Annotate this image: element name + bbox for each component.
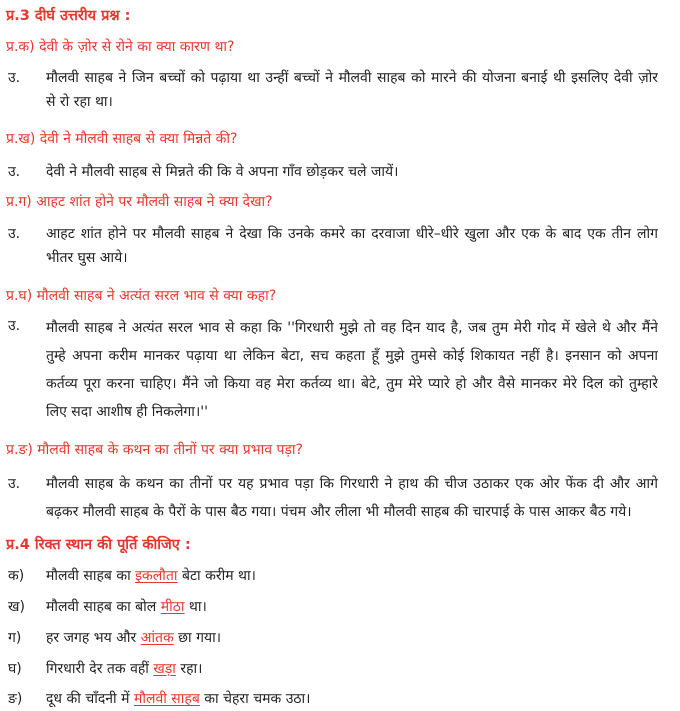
blank-answer: खड़ा xyxy=(153,661,176,677)
section4-heading: प्र.4 रिक्त स्थान की पूर्ति कीजिए : xyxy=(6,537,191,553)
blank-marker: घ) xyxy=(8,661,22,677)
question-kha: प्र.ख) देवी ने मौलवी साहब से क्या मिन्नते की? xyxy=(6,131,238,147)
answer-line: मौलवी साहब ने अत्यंत सरल भाव से कहा कि ''गिरधारी मुझे तो वह दिन याद है, जब तुम मेरी गोद में खेले थे और मैंने xyxy=(46,320,658,336)
answer-line: भीतर घुस आये। xyxy=(46,250,128,266)
blank-marker: क) xyxy=(8,568,25,584)
answer-line: कर्तव्य पूरा करना चाहिए। मैंने जो किया वह मेरा कर्तव्य था। बेटे, तुम मेरे प्यारे हो और वैसे मानकर मेरे दिल को तुम्हारे xyxy=(46,376,658,392)
answer-ga xyxy=(46,222,658,270)
sentence-text: था। xyxy=(184,599,207,615)
answer-ka xyxy=(46,66,658,114)
blank-marker: ङ) xyxy=(8,691,23,707)
question-nga: प्र.ङ) मौलवी साहब के कथन का तीनों पर क्या प्रभाव पड़ा? xyxy=(6,442,303,458)
answer-line: मौलवी साहब के कथन का तीनों पर यह प्रभाव पड़ा कि गिरधारी ने हाथ की चीज उठाकर एक ओर फेंक दी और आगे xyxy=(46,476,658,492)
blank-answer: मीठा xyxy=(160,599,185,615)
answer-marker: उ. xyxy=(8,476,21,492)
blank-sentence xyxy=(46,628,221,648)
sentence-text: गिरधारी देर तक वहीं xyxy=(46,661,154,677)
sentence-text: मौलवी साहब का बोल xyxy=(46,599,161,615)
blank-sentence xyxy=(46,566,256,586)
section3-heading: प्र.3 दीर्घ उत्तरीय प्रश्न : xyxy=(6,8,131,24)
blank-answer: इकलौता xyxy=(135,568,178,584)
question-ga: प्र.ग) आहट शांत होने पर मौलवी साहब ने क्या देखा? xyxy=(6,194,273,210)
sentence-text: बेटा करीम था। xyxy=(177,568,256,584)
question-ka: प्र.क) देवी के ज़ोर से रोने का क्या कारण था? xyxy=(6,39,235,55)
answer-marker: उ. xyxy=(8,70,21,86)
answer-kha xyxy=(46,160,658,184)
answer-line: देवी ने मौलवी साहब से मिन्नते की कि वे अपना गाँव छोड़कर चले जायें। xyxy=(46,164,399,180)
answer-gha xyxy=(46,314,658,426)
sentence-text: मौलवी साहब का xyxy=(46,568,136,584)
answer-line: आहट शांत होने पर मौलवी साहब ने देखा कि उनके कमरे का दरवाजा धीरे–धीरे खुला और एक के बाद एक तीन लोग xyxy=(46,226,658,242)
answer-marker: उ. xyxy=(8,226,21,242)
blank-sentence xyxy=(46,659,202,679)
blank-answer: मौलवी साहब xyxy=(133,691,200,707)
answer-line: बढ़कर मौलवी साहब के पैरों के पास बैठ गया। पंचम और लीला भी मौलवी साहब की चारपाई के पास आकर बैठ गये। xyxy=(46,504,632,520)
answer-line: लिए सदा आशीष ही निकलेगा।'' xyxy=(46,404,208,420)
sentence-text: हर जगह भय और xyxy=(46,630,141,646)
answer-marker: उ. xyxy=(8,164,21,180)
answer-line: तुम्हे अपना करीम मानकर पढ़ाया था लेकिन बेटा, सच कहता हूँ मुझे तुमसे कोई शिकायत नहीं है। इनसान को अपना xyxy=(46,348,658,364)
sentence-text: रहा। xyxy=(175,661,203,677)
sentence-text: का चेहरा चमक उठा। xyxy=(199,691,311,707)
answer-line: मौलवी साहब ने जिन बच्चों को पढ़ाया था उन्हीं बच्चों ने मौलवी साहब को मारने की योजना बनाई थी इसलिए देवी ज़ोर xyxy=(46,70,658,86)
answer-marker: उ. xyxy=(8,318,21,334)
blank-marker: ख) xyxy=(8,599,25,615)
sentence-text: दूध की चाँदनी में xyxy=(46,691,134,707)
blank-answer: आंतक xyxy=(140,630,174,646)
sentence-text: छा गया। xyxy=(173,630,222,646)
question-gha: प्र.घ) मौलवी साहब ने अत्यंत सरल भाव से क्या कहा? xyxy=(6,288,277,304)
blank-sentence xyxy=(46,689,310,709)
blank-marker: ग) xyxy=(8,630,22,646)
blank-sentence xyxy=(46,597,207,617)
answer-nga xyxy=(46,470,658,526)
answer-line: से रो रहा था। xyxy=(46,94,113,110)
